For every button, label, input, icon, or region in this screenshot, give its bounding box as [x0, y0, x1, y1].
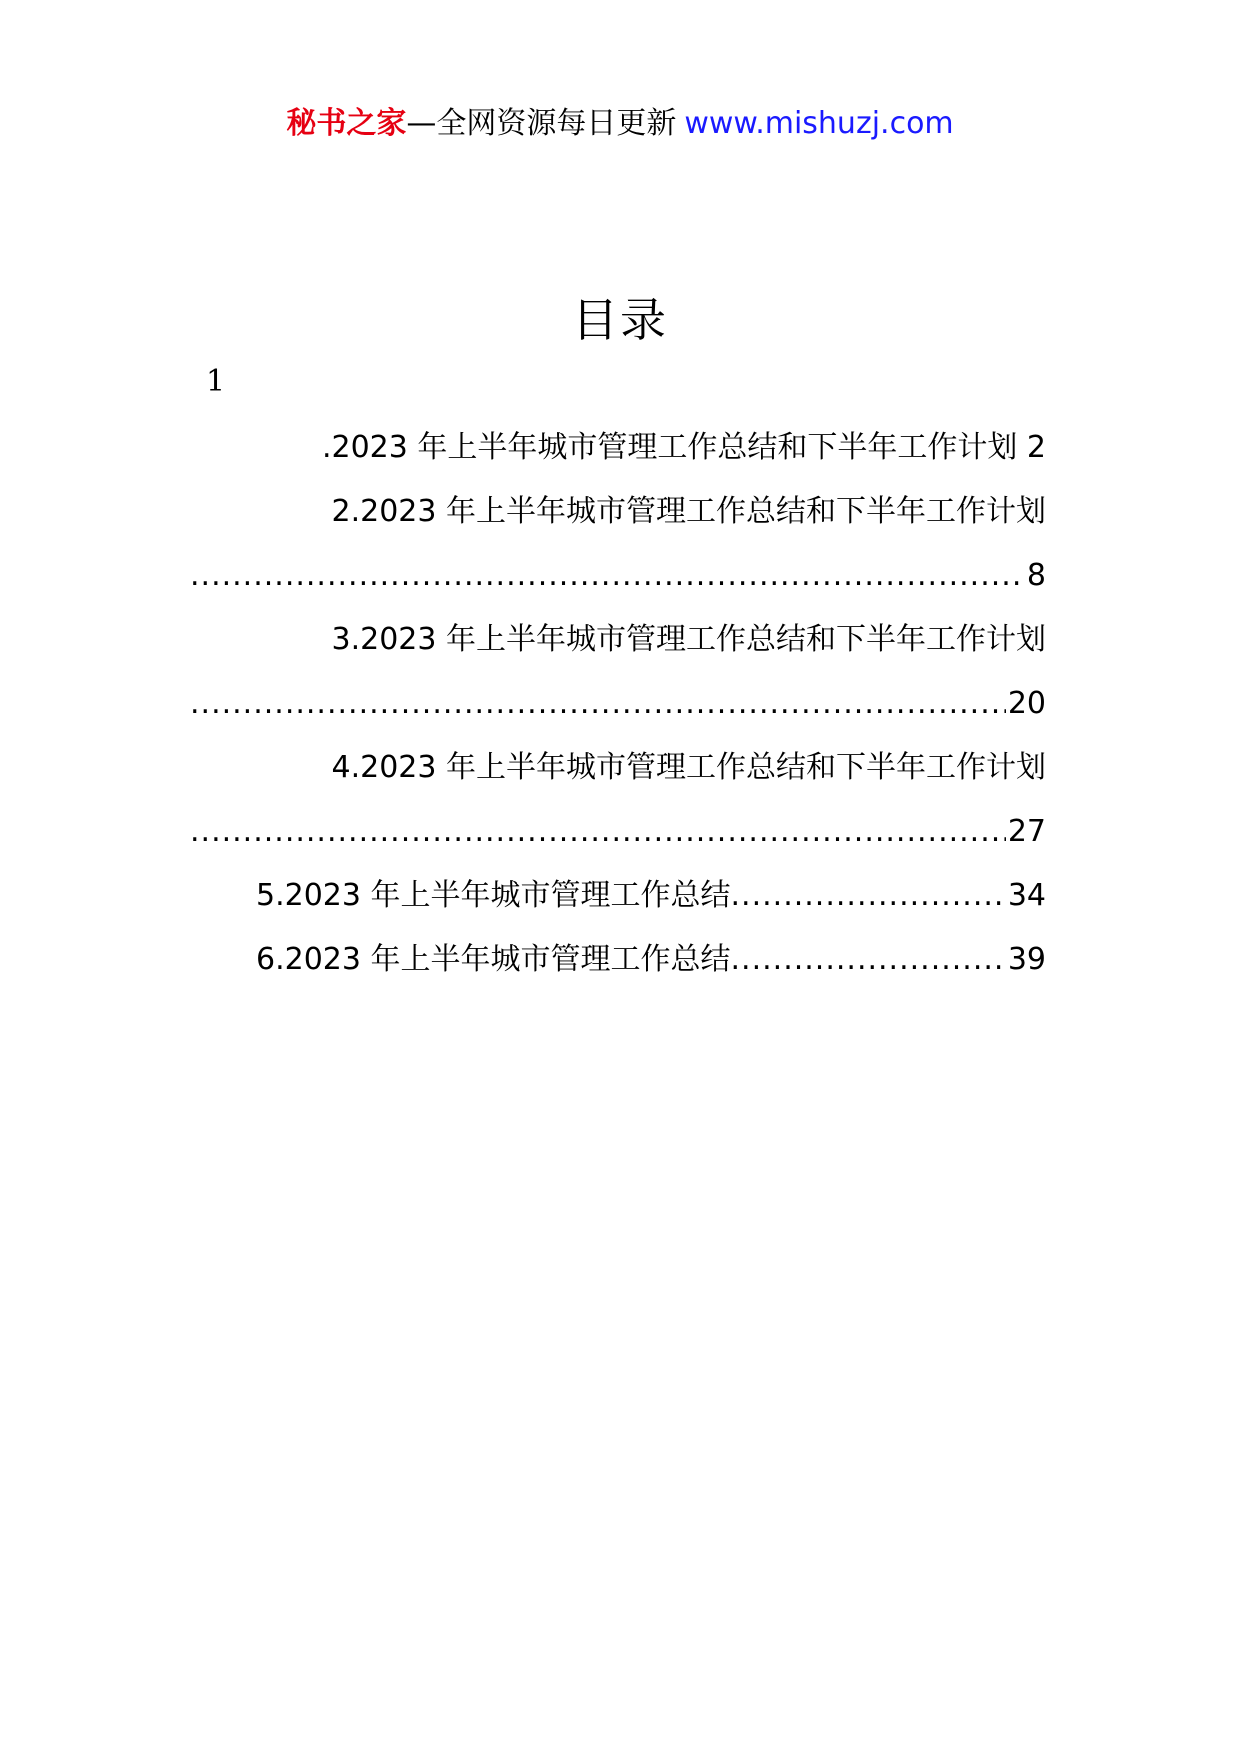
brand-name: 秘书之家: [286, 106, 407, 141]
toc-item-5-page: 34: [1007, 878, 1046, 913]
site-url-link[interactable]: www.mishuzj.com: [684, 106, 954, 141]
toc-item-6-title: 6.2023 年上半年城市管理工作总结: [256, 942, 731, 977]
dot-leader: [190, 812, 1006, 852]
toc-item-5-title: 5.2023 年上半年城市管理工作总结: [256, 878, 731, 913]
toc-item-3-page: 20: [1007, 686, 1046, 721]
site-header: [0, 104, 1240, 144]
toc-item-6-page: 39: [1007, 942, 1046, 977]
dot-leader: [190, 684, 1006, 724]
toc-item-1[interactable]: .2023 年上半年城市管理工作总结和下半年工作计划 2: [321, 430, 1046, 465]
toc-item-3-title[interactable]: 3.2023 年上半年城市管理工作总结和下半年工作计划: [331, 622, 1046, 657]
dot-leader: [731, 876, 1006, 916]
toc-item-4-title[interactable]: 4.2023 年上半年城市管理工作总结和下半年工作计划: [331, 750, 1046, 785]
toc-item-4-leader-line[interactable]: [190, 812, 1046, 852]
toc-item-2-leader-line[interactable]: [190, 556, 1046, 596]
toc-item-3-leader-line[interactable]: [190, 684, 1046, 724]
toc-item-6[interactable]: [256, 940, 1046, 980]
dot-leader: [731, 940, 1006, 980]
slogan: —全网资源每日更新: [406, 106, 677, 141]
toc-item-5[interactable]: [256, 876, 1046, 916]
toc-stray-number: 1: [206, 364, 226, 399]
toc-item-4-page: 27: [1007, 814, 1046, 849]
toc-title: 目录: [572, 293, 668, 347]
toc-item-2-page: 8: [1026, 558, 1046, 593]
toc-item-2-title[interactable]: 2.2023 年上半年城市管理工作总结和下半年工作计划: [331, 494, 1046, 529]
dot-leader: [190, 556, 1025, 596]
